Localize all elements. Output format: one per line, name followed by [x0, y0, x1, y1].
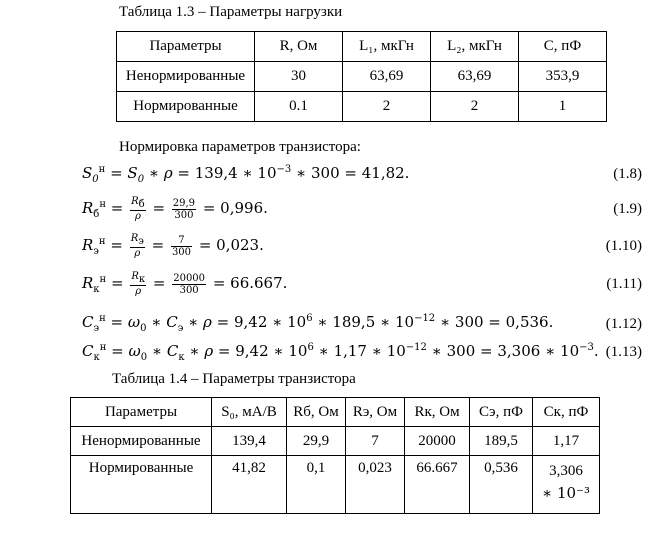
load-parameters-table — [116, 31, 607, 122]
table-cell: 1,17 — [533, 427, 600, 456]
table-row — [117, 92, 607, 122]
equation-number: (1.10) — [605, 238, 642, 254]
equation-number: (1.8) — [613, 166, 642, 182]
table-cell: 1 — [519, 92, 607, 122]
table-row — [71, 427, 600, 456]
table-cell: 0,023 — [346, 456, 405, 514]
equation-1-8: $S_0^н = S_0$ ∗ ρ = 139,4 ∗ $10^{-3}$ ∗ 300 = 41,82. — [82, 164, 410, 185]
table-cell: 63,69 — [431, 62, 519, 92]
table-cell: 353,9 — [519, 62, 607, 92]
table-row — [71, 456, 600, 514]
cell-exponent: ∗ 10⁻³ — [542, 484, 590, 502]
table-header-cell: Сэ, пФ — [470, 398, 533, 427]
equation-number: (1.13) — [605, 344, 642, 360]
table-header-cell: Параметры — [71, 398, 212, 427]
cell-value: 3,306 — [549, 463, 583, 479]
table-header-row — [117, 32, 607, 62]
equation-1-9: $R_б^н$ = $\frac{R_б}{\rho}$ = $\frac{29,9}{300}$ = 0,996. — [82, 196, 268, 222]
table-row — [117, 62, 607, 92]
equation-1-12: $C_э^н = \omega_0$ ∗ $C_э$ ∗ ρ = 9,42 ∗ $10^6$ ∗ 189,5 ∗ $10^{-12}$ ∗ 300 = 0,536. — [82, 313, 554, 334]
equation-1-11: $R_к^н$ = $\frac{R_к}{\rho}$ = $\frac{20000}{300}$ = 66.667. — [82, 271, 288, 297]
table-header-cell: S₀, мА/В — [212, 398, 287, 427]
table-cell: 7 — [346, 427, 405, 456]
table-cell: 63,69 — [343, 62, 431, 92]
table-cell: 29,9 — [287, 427, 346, 456]
table-header-cell: Rэ, Ом — [346, 398, 405, 427]
table-cell: 2 — [343, 92, 431, 122]
equation-1-10: $R_э^н$ = $\frac{R_э}{\rho}$ = $\frac{7}{300}$ = 0,023. — [82, 233, 264, 259]
table-cell: 41,82 — [212, 456, 287, 514]
table-cell: 2 — [431, 92, 519, 122]
table-header-cell: Параметры — [117, 32, 255, 62]
table-cell: Ненормированные — [71, 427, 212, 456]
table-cell: 66.667 — [405, 456, 470, 514]
table-header-cell: L₂, мкГн — [431, 32, 519, 62]
table-header-cell: С, пФ — [519, 32, 607, 62]
table-cell: 0,1 — [287, 456, 346, 514]
table-header-cell: Ск, пФ — [533, 398, 600, 427]
table-cell: 30 — [255, 62, 343, 92]
table-cell — [533, 456, 600, 514]
table13-caption: Таблица 1.3 – Параметры нагрузки — [119, 4, 343, 20]
transistor-parameters-table — [70, 397, 600, 514]
table-cell: 20000 — [405, 427, 470, 456]
equation-number: (1.11) — [606, 276, 642, 292]
table14-caption: Таблица 1.4 – Параметры транзистора — [112, 371, 356, 387]
table-cell: Нормированные — [71, 456, 212, 514]
table-cell: Ненормированные — [117, 62, 255, 92]
table-cell: 0,536 — [470, 456, 533, 514]
table-cell: Нормированные — [117, 92, 255, 122]
table-header-row — [71, 398, 600, 427]
table-cell: 139,4 — [212, 427, 287, 456]
equation-number: (1.9) — [613, 201, 642, 217]
table-header-cell: R, Ом — [255, 32, 343, 62]
intro-text: Нормировка параметров транзистора: — [119, 139, 361, 155]
table-cell: 189,5 — [470, 427, 533, 456]
equation-1-13: $C_к^н = \omega_0$ ∗ $C_к$ ∗ ρ = 9,42 ∗ $10^6$ ∗ 1,17 ∗ $10^{-12}$ ∗ 300 = 3,306 ∗ $10^{-3}$. — [82, 342, 599, 363]
table-header-cell: Rк, Ом — [405, 398, 470, 427]
table-header-cell: Rб, Ом — [287, 398, 346, 427]
table-header-cell: L₁, мкГн — [343, 32, 431, 62]
table-cell: 0.1 — [255, 92, 343, 122]
equation-number: (1.12) — [605, 316, 642, 332]
